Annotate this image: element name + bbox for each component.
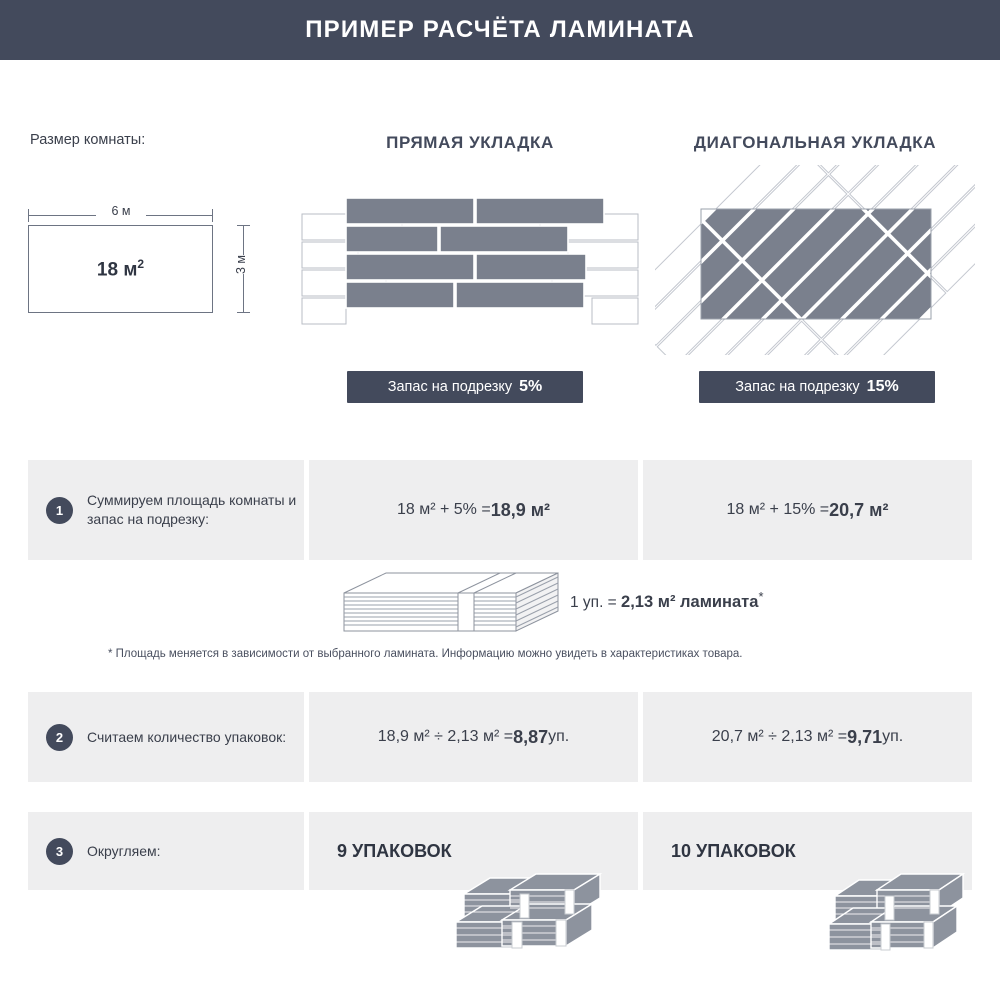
room-width-value: 6 м: [96, 204, 146, 218]
reserve-label: Запас на подрезку: [735, 379, 860, 395]
step-1-diagonal-prefix: 18 м² + 15% =: [726, 501, 830, 518]
step-3-text: Округляем:: [87, 842, 161, 859]
step-1-straight-value: [309, 460, 638, 560]
step-number-badge: 3: [46, 838, 73, 865]
step-1-description: [28, 460, 304, 560]
step-1-diagonal-value: [643, 460, 972, 560]
step-3-straight-result: 9 УПАКОВОК: [337, 840, 452, 861]
step-2-straight-suffix: уп.: [548, 728, 570, 745]
reserve-badge-diagonal: [699, 371, 935, 403]
pack-stack-illustration-diagonal: [825, 866, 965, 966]
pack-stack-illustration-straight: [450, 866, 625, 966]
step-number-badge: 1: [46, 497, 73, 524]
step-2-diagonal-result: 9,71: [847, 726, 883, 747]
page-header: [0, 0, 1000, 60]
column-title-straight: ПРЯМАЯ УКЛАДКА: [386, 133, 554, 152]
step-1-text: Суммируем площадь комнаты и запас на подрезку:: [87, 492, 297, 527]
room-rectangle: [28, 225, 213, 313]
pack-equation-star: *: [758, 589, 764, 604]
step-row-1: [28, 460, 972, 560]
diagonal-layout-illustration: [655, 165, 975, 355]
dimension-cap-right: [212, 209, 213, 222]
step-2-straight-prefix: 18,9 м² ÷ 2,13 м² =: [377, 728, 514, 745]
pack-equation-prefix: 1 уп. =: [570, 594, 622, 612]
pack-equation: [570, 589, 763, 612]
dimension-cap-left: [28, 209, 29, 222]
room-size-label: Размер комнаты:: [30, 132, 146, 148]
room-area-number: 18 м: [96, 259, 138, 281]
laminate-pack-icon: [330, 565, 560, 640]
step-1-straight-result: 18,9 м²: [490, 499, 551, 520]
step-2-description: [28, 692, 304, 782]
footnote-text: * Площадь меняется в зависимости от выбранного ламината. Информацию можно увидеть в характеристиках товара.: [108, 648, 743, 660]
room-diagram: [28, 195, 278, 335]
pack-row: [330, 565, 860, 640]
step-3-diagonal-result: 10 УПАКОВОК: [671, 840, 796, 861]
step-1-straight-prefix: 18 м² + 5% =: [396, 501, 491, 518]
step-2-text: Считаем количество упаковок:: [87, 728, 287, 745]
step-2-diagonal-suffix: уп.: [882, 728, 904, 745]
reserve-badge-straight: [347, 371, 583, 403]
straight-layout-illustration: [300, 190, 640, 340]
pack-equation-value: 2,13 м² ламината: [621, 593, 759, 612]
room-area-value: [97, 257, 144, 281]
reserve-label: Запас на подрезку: [387, 379, 513, 395]
step-2-straight-value: [309, 692, 638, 782]
step-number-badge: 2: [46, 724, 73, 751]
page-title: ПРИМЕР РАСЧЁТА ЛАМИНАТА: [305, 16, 695, 43]
step-2-diagonal-value: [643, 692, 972, 782]
step-1-diagonal-result: 20,7 м²: [829, 499, 889, 520]
step-3-description: [28, 812, 304, 890]
dimension-cap-top: [237, 225, 250, 226]
room-height-value: 3 м: [234, 255, 254, 274]
reserve-value-straight: 5%: [519, 378, 543, 395]
room-height-dimension: [230, 225, 256, 313]
reserve-value-diagonal: 15%: [866, 378, 899, 395]
step-2-diagonal-prefix: 20,7 м² ÷ 2,13 м² =: [711, 728, 848, 745]
room-area-exponent: 2: [137, 256, 145, 271]
room-width-dimension: [28, 204, 213, 222]
dimension-cap-bottom: [237, 312, 250, 313]
step-2-straight-result: 8,87: [513, 726, 549, 747]
column-title-diagonal: ДИАГОНАЛЬНАЯ УКЛАДКА: [693, 133, 937, 152]
step-row-2: [28, 692, 972, 782]
